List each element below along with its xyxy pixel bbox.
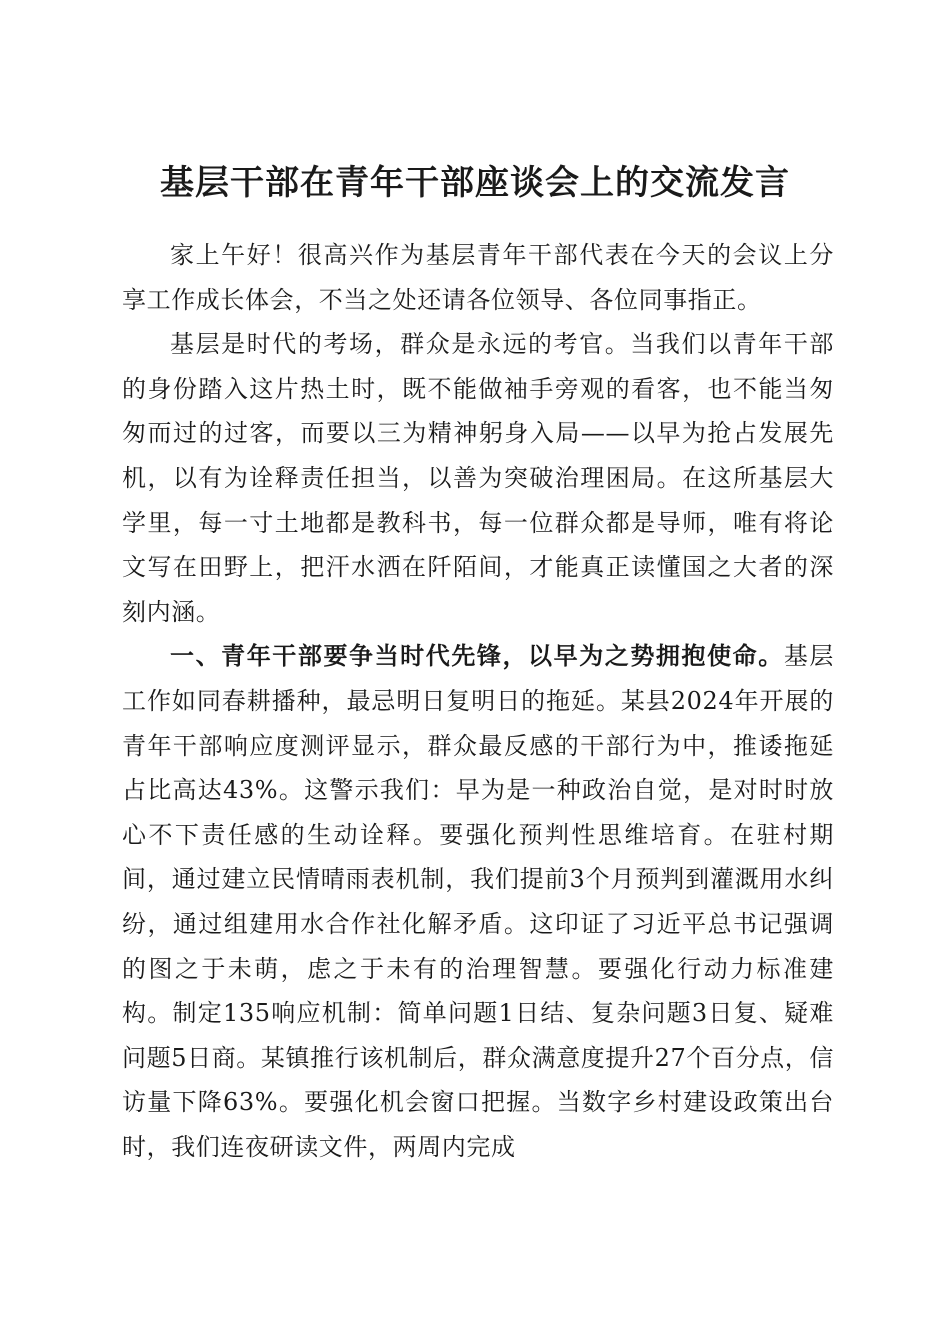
document-title: 基层干部在青年干部座谈会上的交流发言 bbox=[160, 162, 790, 203]
paragraph-intro bbox=[122, 322, 834, 634]
paragraph-section-one bbox=[122, 634, 834, 1169]
paragraph-greeting bbox=[122, 233, 834, 322]
paragraph-text: 基层工作如同春耕播种，最忌明日复明日的拖延。某县2024年开展的青年干部响应度测评显示，群众最反感的干部行为中，推诿拖延占比高达43%。这警示我们：早为是一种政治自觉，是对时时放心不下责任感的生动诠释。要强化预判性思维培育。在驻村期间，通过建立民情晴雨表机制，我们提前3个月预判到灌溉用水纠纷，通过组建用水合作社化解矛盾。这印证了习近平总书记强调的图之于未萌，虑之于未有的治理智慧。要强化行动力标准建构。制定135响应机制：简单问题1日结、复杂问题3日复、疑难问题5日商。某镇推行该机制后，群众满意度提升27个百分点，信访量下降63%。要强化机会窗口把握。当数字乡村建设政策出台时，我们连夜研读文件，两周内完成 bbox=[122, 642, 835, 1161]
document-body bbox=[122, 233, 834, 1169]
paragraph-text: 家上午好！很高兴作为基层青年干部代表在今天的会议上分享工作成长体会，不当之处还请各位领导、各位同事指正。 bbox=[122, 241, 834, 314]
paragraph-text: 基层是时代的考场，群众是永远的考官。当我们以青年干部的身份踏入这片热土时，既不能做袖手旁观的看客，也不能当匆匆而过的过客，而要以三为精神躬身入局——以早为抢占发展先机，以有为诠释责任担当，以善为突破治理困局。在这所基层大学里，每一寸土地都是教科书，每一位群众都是导师，唯有将论文写在田野上，把汗水洒在阡陌间，才能真正读懂国之大者的深刻内涵。 bbox=[122, 330, 834, 626]
section-heading: 一、青年干部要争当时代先锋，以早为之势拥抱使命。 bbox=[170, 642, 784, 671]
